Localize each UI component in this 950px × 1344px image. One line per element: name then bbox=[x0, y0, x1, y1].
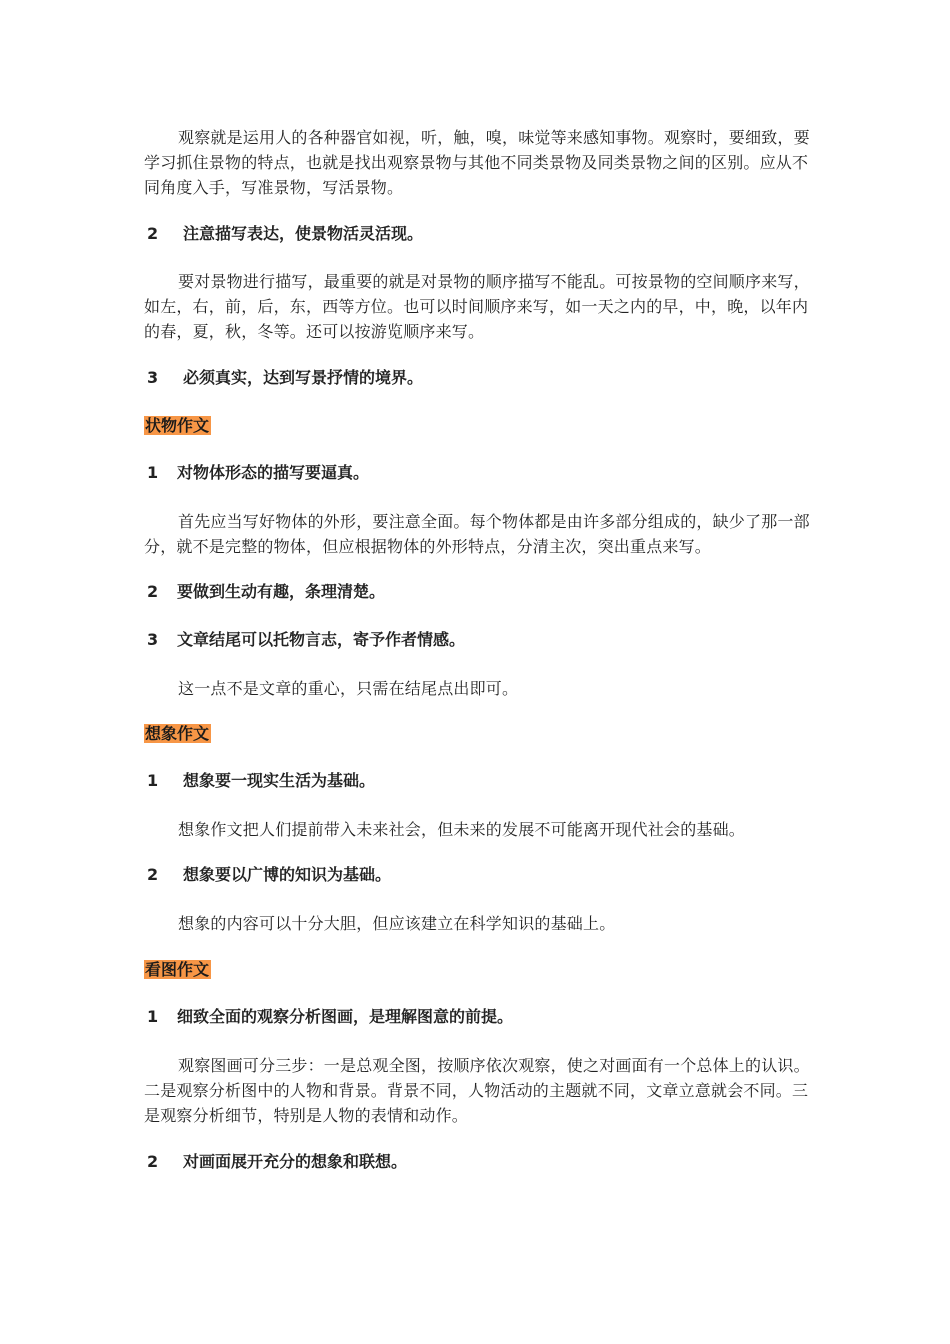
heading-knowledge-basis bbox=[144, 864, 391, 886]
paragraph-ending-note: 这一点不是文章的重心，只需在结尾点出即可。 bbox=[178, 679, 519, 698]
section-imagination-writing bbox=[144, 723, 211, 745]
heading-text: 要做到生动有趣，条理清楚。 bbox=[177, 582, 386, 601]
heading-text: 必须真实，达到写景抒情的境界。 bbox=[183, 368, 424, 387]
paragraph-scene-order: 要对景物进行描写，最重要的就是对景物的顺序描写不能乱。可按景物的空间顺序来写，如左，右，前，后，东，西等方位。也可以时间顺序来写，如一天之内的早，中，晚，以年内的春，夏，秋，冬等。还可以按游览顺序来写。 bbox=[144, 272, 810, 341]
heading-vivid-clear bbox=[144, 581, 385, 603]
heading-reality-basis bbox=[144, 770, 375, 792]
heading-text: 想象要一现实生活为基础。 bbox=[183, 771, 376, 790]
heading-text: 细致全面的观察分析图画，是理解图意的前提。 bbox=[177, 1007, 514, 1026]
heading-observe-picture bbox=[144, 1006, 513, 1028]
section-object-writing bbox=[144, 415, 211, 437]
paragraph-three-steps: 观察图画可分三步：一是总观全图，按顺序依次观察，使之对画面有一个总体上的认识。二是观察分析图中的人物和背景。背景不同，人物活动的主题就不同，文章立意就会不同。三是观察分析细节，特别是人物的表情和动作。 bbox=[144, 1056, 810, 1125]
heading-number: 3 bbox=[147, 630, 159, 649]
section-title: 想象作文 bbox=[145, 724, 210, 743]
heading-text: 文章结尾可以托物言志，寄予作者情感。 bbox=[177, 630, 466, 649]
heading-number: 3 bbox=[147, 368, 159, 387]
section-title: 状物作文 bbox=[145, 416, 210, 435]
paragraph-observation: 观察就是运用人的各种器官如视，听，触，嗅，味觉等来感知事物。观察时，要细致，要学习抓住景物的特点，也就是找出观察景物与其他不同类景物及同类景物之间的区别。应从不同角度入手，写准景物，写活景物。 bbox=[144, 128, 810, 197]
heading-text: 对物体形态的描写要逼真。 bbox=[177, 463, 370, 482]
heading-number: 1 bbox=[147, 771, 159, 790]
heading-text: 想象要以广博的知识为基础。 bbox=[183, 865, 392, 884]
heading-describe-expression bbox=[144, 223, 423, 245]
heading-number: 2 bbox=[147, 1152, 159, 1171]
heading-be-truthful bbox=[144, 367, 423, 389]
heading-number: 2 bbox=[147, 865, 159, 884]
heading-number: 2 bbox=[147, 224, 159, 243]
heading-imagination-association bbox=[144, 1151, 407, 1173]
section-picture-writing bbox=[144, 959, 211, 981]
section-title: 看图作文 bbox=[145, 960, 210, 979]
heading-number: 2 bbox=[147, 582, 159, 601]
heading-text: 注意描写表达，使景物活灵活现。 bbox=[183, 224, 424, 243]
heading-text: 对画面展开充分的想象和联想。 bbox=[183, 1152, 408, 1171]
paragraph-future-society: 想象作文把人们提前带入未来社会，但未来的发展不可能离开现代社会的基础。 bbox=[178, 820, 746, 839]
heading-number: 1 bbox=[147, 463, 159, 482]
paragraph-object-outline: 首先应当写好物体的外形，要注意全面。每个物体都是由许多部分组成的，缺少了那一部分，就不是完整的物体，但应根据物体的外形特点，分清主次，突出重点来写。 bbox=[144, 512, 810, 556]
heading-realistic-shape bbox=[144, 462, 369, 484]
heading-number: 1 bbox=[147, 1007, 159, 1026]
heading-ending-emotion bbox=[144, 629, 465, 651]
paragraph-bold-imagination: 想象的内容可以十分大胆，但应该建立在科学知识的基础上。 bbox=[178, 914, 616, 933]
